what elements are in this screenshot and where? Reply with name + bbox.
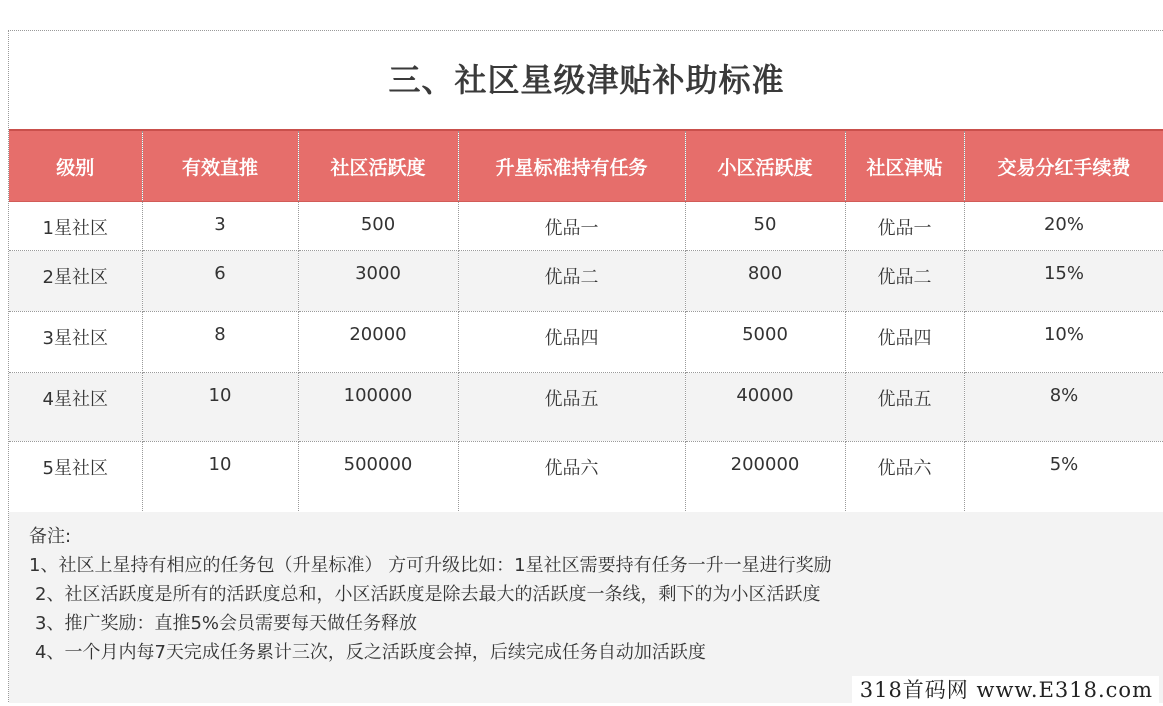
header-community-allowance: 社区津贴 <box>845 130 964 202</box>
header-level: 级别 <box>9 130 142 202</box>
cell-trade-dividend-fee: 20% <box>964 202 1163 251</box>
cell-upgrade-task: 优品一 <box>458 202 685 251</box>
cell-level: 2星社区 <box>9 251 142 312</box>
cell-community-allowance: 优品六 <box>845 442 964 515</box>
cell-district-activity: 200000 <box>685 442 845 515</box>
cell-trade-dividend-fee: 5% <box>964 442 1163 515</box>
cell-direct-referrals: 3 <box>142 202 298 251</box>
cell-upgrade-task: 优品四 <box>458 312 685 373</box>
notes-label: 备注: <box>29 526 72 547</box>
cell-community-allowance: 优品五 <box>845 373 964 442</box>
cell-upgrade-task: 优品六 <box>458 442 685 515</box>
subsidy-table <box>9 129 1163 515</box>
cell-community-allowance: 优品一 <box>845 202 964 251</box>
cell-district-activity: 40000 <box>685 373 845 442</box>
page-title: 三、社区星级津贴补助标准 <box>388 61 785 99</box>
header-community-activity: 社区活跃度 <box>298 130 458 202</box>
cell-upgrade-task: 优品二 <box>458 251 685 312</box>
document-sheet <box>8 30 1163 702</box>
cell-direct-referrals: 6 <box>142 251 298 312</box>
note-item: 1、社区上星持有相应的任务包（升星标准） 方可升级比如：1星社区需要持有任务一升一星进行奖励 <box>29 555 832 576</box>
cell-direct-referrals: 10 <box>142 442 298 515</box>
cell-district-activity: 50 <box>685 202 845 251</box>
cell-upgrade-task: 优品五 <box>458 373 685 442</box>
notes-section <box>9 512 1163 703</box>
header-upgrade-task: 升星标准持有任务 <box>458 130 685 202</box>
note-item: 3、推广奖励：直推5%会员需要每天做任务释放 <box>35 613 418 634</box>
cell-community-activity: 500 <box>298 202 458 251</box>
header-direct-referrals: 有效直推 <box>142 130 298 202</box>
cell-level: 4星社区 <box>9 373 142 442</box>
cell-direct-referrals: 8 <box>142 312 298 373</box>
cell-community-activity: 20000 <box>298 312 458 373</box>
cell-level: 5星社区 <box>9 442 142 515</box>
note-item: 2、社区活跃度是所有的活跃度总和，小区活跃度是除去最大的活跃度一条线，剩下的为小区活跃度 <box>35 584 821 605</box>
table-row <box>9 442 1163 515</box>
table-row <box>9 251 1163 312</box>
cell-level: 3星社区 <box>9 312 142 373</box>
header-district-activity: 小区活跃度 <box>685 130 845 202</box>
cell-direct-referrals: 10 <box>142 373 298 442</box>
cell-community-activity: 100000 <box>298 373 458 442</box>
site-watermark: 318首码网 www.E318.com <box>852 676 1159 704</box>
cell-community-activity: 500000 <box>298 442 458 515</box>
cell-community-allowance: 优品二 <box>845 251 964 312</box>
note-item: 4、一个月内每7天完成任务累计三次，反之活跃度会掉，后续完成任务自动加活跃度 <box>35 642 706 663</box>
table-row <box>9 373 1163 442</box>
cell-level: 1星社区 <box>9 202 142 251</box>
cell-district-activity: 800 <box>685 251 845 312</box>
table-row <box>9 312 1163 373</box>
cell-community-allowance: 优品四 <box>845 312 964 373</box>
table-row <box>9 202 1163 251</box>
cell-trade-dividend-fee: 8% <box>964 373 1163 442</box>
cell-district-activity: 5000 <box>685 312 845 373</box>
cell-community-activity: 3000 <box>298 251 458 312</box>
table-header-row <box>9 130 1163 202</box>
cell-trade-dividend-fee: 15% <box>964 251 1163 312</box>
cell-trade-dividend-fee: 10% <box>964 312 1163 373</box>
header-trade-dividend-fee: 交易分红手续费 <box>964 130 1163 202</box>
